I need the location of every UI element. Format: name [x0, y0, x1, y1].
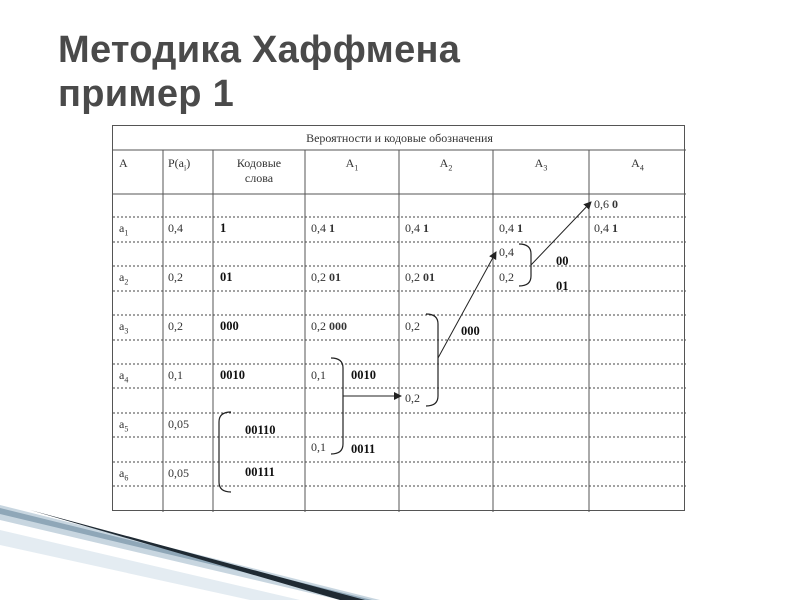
code-a3: 000: [220, 319, 239, 333]
A2-r2: 0,2 01: [405, 270, 435, 284]
slide-title: [58, 28, 460, 116]
table-grid: [113, 126, 686, 512]
A3-code-01: 01: [556, 279, 569, 293]
A1-code-0010: 0010: [351, 368, 376, 382]
sym-a1: $a_1$: [119, 221, 129, 238]
header-A3: $A_3$: [534, 156, 548, 173]
A4-r1: 0,4 1: [594, 221, 618, 235]
title-line-2: пример 1: [58, 73, 235, 115]
A1-r5: 0,1: [311, 440, 326, 454]
prob-a4: 0,1: [168, 368, 183, 382]
A1-r4: 0,1: [311, 368, 326, 382]
prob-a3: 0,2: [168, 319, 183, 333]
header-a: A: [119, 156, 128, 170]
arrow-a2-to-a3: [438, 252, 496, 358]
prob-a5: 0,05: [168, 417, 189, 431]
header-codes: Кодовые слова: [236, 156, 282, 185]
A3-top: 0,4: [499, 245, 514, 259]
brace-a2: [426, 314, 438, 406]
A2-r1: 0,4 1: [405, 221, 429, 235]
table-caption: Вероятности и кодовые обозначения: [306, 131, 493, 145]
A1-r1: 0,4 1: [311, 221, 335, 235]
brace-a3: [519, 244, 531, 286]
prob-a2: 0,2: [168, 270, 183, 284]
A1-r3: 0,2 000: [311, 319, 347, 333]
sym-a5: $a_5$: [119, 417, 129, 434]
A3-r1: 0,4 1: [499, 221, 523, 235]
title-line-1: Методика Хаффмена: [58, 29, 461, 71]
A2-code-000: 000: [461, 324, 480, 338]
A3-r2: 0,2: [499, 270, 514, 284]
code-a4: 0010: [220, 368, 245, 382]
header-A2: $A_2$: [439, 156, 453, 173]
code-a1: 1: [220, 221, 227, 235]
brace-a5-a6: [219, 412, 231, 492]
huffman-table: [112, 125, 685, 511]
header-A4: $A_4$: [631, 156, 644, 173]
A3-code-00: 00: [556, 254, 569, 268]
A1-r2: 0,2 01: [311, 270, 341, 284]
prob-a1: 0,4: [168, 221, 183, 235]
header-p: $P(a_i)$: [168, 156, 191, 173]
sym-a3: $a_3$: [119, 319, 129, 336]
code-a6: 00111: [245, 465, 275, 479]
sym-a6: $a_6$: [119, 466, 129, 483]
brace-a1: [331, 358, 343, 454]
code-a5: 00110: [245, 423, 276, 437]
sym-a4: $a_4$: [119, 368, 129, 385]
code-a2: 01: [220, 270, 233, 284]
A2-r3: 0,2: [405, 319, 420, 333]
prob-a6: 0,05: [168, 466, 189, 480]
A1-code-0011: 0011: [351, 442, 376, 456]
A4-top: 0,6 0: [594, 197, 618, 211]
A2-r4: 0,2: [405, 391, 420, 405]
header-A1: $A_1$: [345, 156, 359, 173]
sym-a2: $a_2$: [119, 270, 129, 287]
